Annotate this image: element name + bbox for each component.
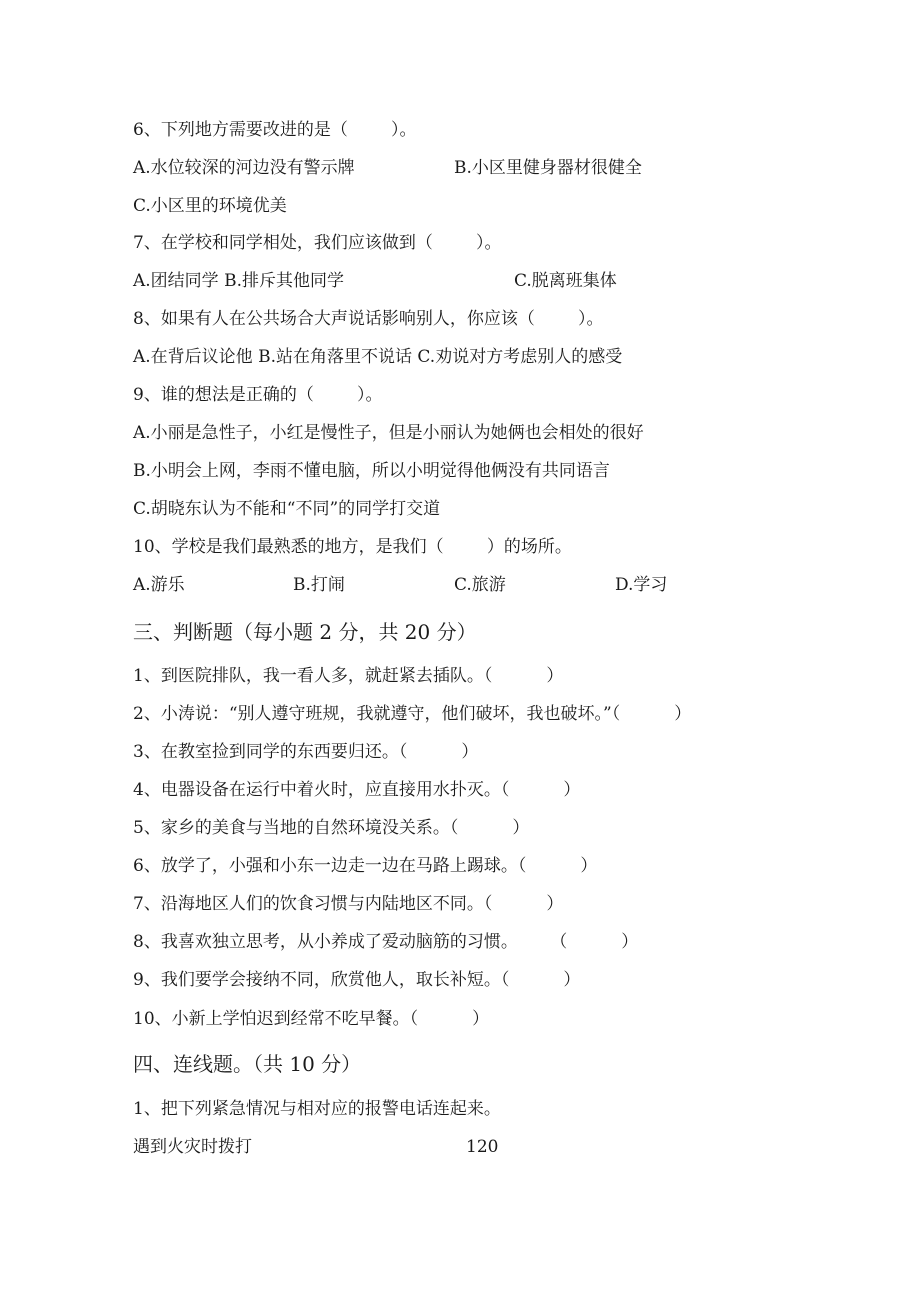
tf-item-7: 7、沿海地区人们的饮食习惯与内陆地区不同。（ ） (133, 894, 564, 914)
question-9-option-c: C.胡晓东认为不能和“不同”的同学打交道 (133, 499, 441, 519)
tf-item-2: 2、小涛说：“别人遵守班规，我就遵守，他们破坏，我也破坏。”（ ） (133, 704, 692, 724)
question-6-stem: 6、下列地方需要改进的是（ ）。 (133, 120, 417, 140)
question-9-option-b: B.小明会上网，李雨不懂电脑，所以小明觉得他俩没有共同语言 (133, 461, 610, 481)
tf-item-10: 10、小新上学怕迟到经常不吃早餐。（ ） (133, 1009, 490, 1029)
tf-item-8: 8、我喜欢独立思考，从小养成了爱动脑筋的习惯。 （ ） (133, 932, 639, 952)
question-9-option-a: A.小丽是急性子，小红是慢性子，但是小丽认为她俩也会相处的很好 (133, 423, 644, 443)
question-6-option-a: A.水位较深的河边没有警示牌 (133, 158, 355, 178)
matching-right-item: 120 (466, 1137, 499, 1157)
tf-item-9: 9、我们要学会接纳不同，欣赏他人，取长补短。（ ） (133, 970, 581, 990)
question-8-stem: 8、如果有人在公共场合大声说话影响别人，你应该（ ）。 (133, 309, 604, 329)
section-4-title: 四、连线题。（共 10 分） (133, 1052, 362, 1076)
tf-item-6: 6、放学了，小强和小东一边走一边在马路上踢球。（ ） (133, 856, 598, 876)
matching-left-item: 遇到火灾时拨打 (133, 1137, 252, 1157)
question-7-stem: 7、在学校和同学相处，我们应该做到（ ）。 (133, 233, 502, 253)
question-10-option-b: B.打闹 (293, 575, 345, 595)
question-7-option-c: C.脱离班集体 (514, 271, 617, 291)
question-7-option-ab: A.团结同学 B.排斥其他同学 (133, 271, 344, 291)
question-8-options: A.在背后议论他 B.站在角落里不说话 C.劝说对方考虑别人的感受 (133, 347, 623, 367)
matching-question-1: 1、把下列紧急情况与相对应的报警电话连起来。 (133, 1099, 501, 1119)
tf-item-3: 3、在教室捡到同学的东西要归还。（ ） (133, 742, 479, 762)
question-10-option-a: A.游乐 (133, 575, 185, 595)
question-10-option-c: C.旅游 (454, 575, 506, 595)
section-3-title: 三、判断题（每小题 2 分，共 20 分） (133, 620, 477, 644)
question-6-option-c: C.小区里的环境优美 (133, 196, 287, 216)
question-9-stem: 9、谁的想法是正确的（ ）。 (133, 385, 383, 405)
question-10-option-d: D.学习 (615, 575, 668, 595)
tf-item-1: 1、到医院排队，我一看人多，就赶紧去插队。（ ） (133, 666, 564, 686)
tf-item-5: 5、家乡的美食与当地的自然环境没关系。（ ） (133, 818, 530, 838)
tf-item-4: 4、电器设备在运行中着火时，应直接用水扑灭。（ ） (133, 780, 581, 800)
question-6-option-b: B.小区里健身器材很健全 (454, 158, 642, 178)
question-10-stem: 10、学校是我们最熟悉的地方，是我们（ ）的场所。 (133, 537, 572, 557)
